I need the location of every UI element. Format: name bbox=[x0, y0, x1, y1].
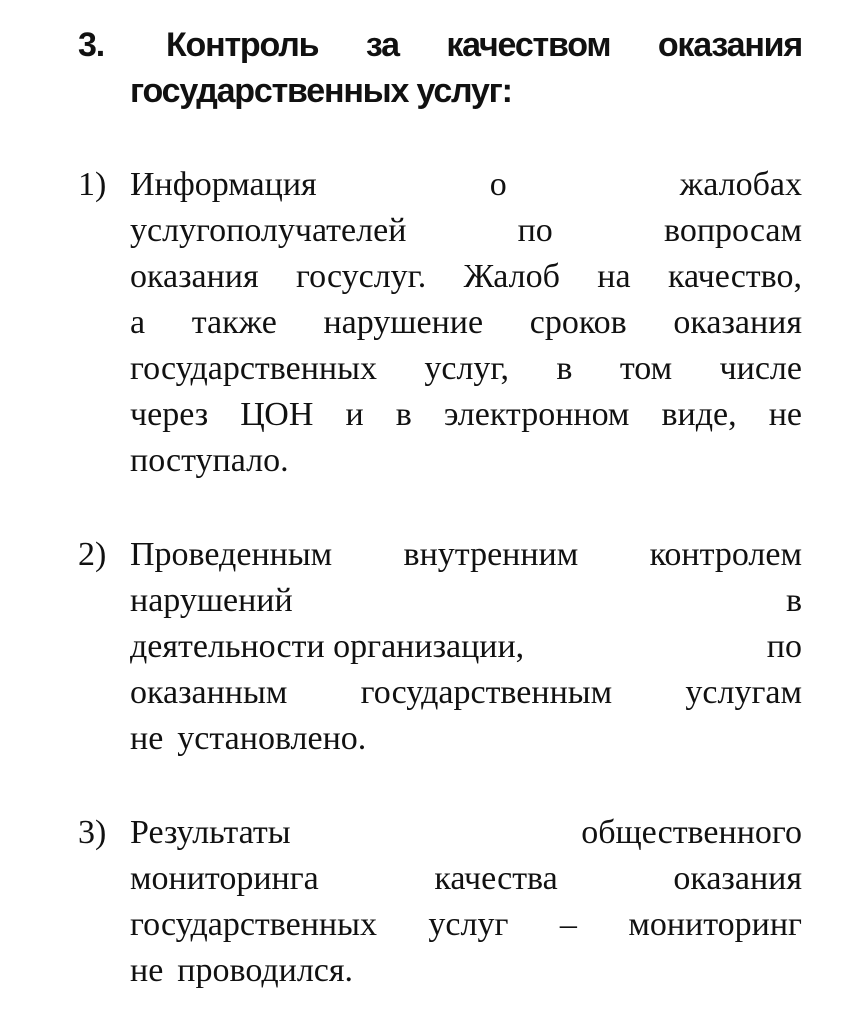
text-line bbox=[130, 902, 802, 948]
word: числе bbox=[719, 350, 802, 387]
word: Информация bbox=[130, 166, 317, 203]
word: о bbox=[489, 166, 507, 203]
word: электронном bbox=[443, 396, 630, 433]
word: нарушений bbox=[130, 582, 293, 619]
text-line bbox=[130, 716, 802, 762]
word: услуг, bbox=[424, 350, 510, 387]
text-line bbox=[130, 392, 802, 438]
word: оказания bbox=[130, 258, 259, 295]
word: сроков bbox=[529, 304, 627, 341]
word: виде, bbox=[661, 396, 737, 433]
text-line bbox=[130, 254, 802, 300]
text-line bbox=[130, 208, 802, 254]
text-line bbox=[130, 300, 802, 346]
text-line bbox=[130, 810, 802, 856]
heading-word: Контроль bbox=[166, 26, 319, 64]
word: жалобах bbox=[679, 166, 802, 203]
list-item-number: 1) bbox=[78, 166, 107, 203]
word: также bbox=[191, 304, 277, 341]
word: нарушение bbox=[323, 304, 484, 341]
text-line bbox=[130, 438, 802, 484]
heading-word: за bbox=[365, 26, 399, 64]
word: госуслуг. bbox=[296, 258, 427, 295]
word: оказания bbox=[673, 860, 802, 897]
word: вопросам bbox=[664, 212, 802, 249]
word: в bbox=[556, 350, 573, 387]
text-line bbox=[130, 162, 802, 208]
list-item-text bbox=[130, 162, 802, 484]
heading-title-line2: государственных услуг: bbox=[130, 72, 512, 110]
text-line bbox=[130, 532, 802, 578]
word: оказанным bbox=[130, 674, 288, 711]
word: услугополучателей bbox=[130, 212, 407, 249]
word: через bbox=[130, 396, 209, 433]
text-line bbox=[130, 948, 802, 994]
text-line bbox=[130, 670, 802, 716]
word: внутренним bbox=[403, 536, 579, 573]
word: услуг bbox=[428, 906, 509, 943]
word: Жалоб bbox=[463, 258, 560, 295]
word: а bbox=[130, 304, 146, 341]
text-line bbox=[130, 624, 802, 670]
word: Проведенным bbox=[130, 536, 333, 573]
word: в bbox=[785, 582, 802, 619]
text-line bbox=[130, 856, 802, 902]
word: мониторинга bbox=[130, 860, 319, 897]
heading-word: оказания bbox=[657, 26, 802, 64]
word: по bbox=[517, 212, 553, 249]
section-number: 3. bbox=[78, 26, 104, 64]
heading-line bbox=[78, 22, 802, 68]
word: не bbox=[768, 396, 802, 433]
list-item-text bbox=[130, 532, 802, 762]
word: установлено. bbox=[177, 720, 367, 757]
word: проводился. bbox=[177, 952, 354, 989]
word: оказания bbox=[673, 304, 802, 341]
word: мониторинг bbox=[628, 906, 802, 943]
word: – bbox=[559, 906, 577, 943]
word: государственным bbox=[360, 674, 613, 711]
list-item-number: 2) bbox=[78, 536, 107, 573]
word: не bbox=[130, 952, 164, 989]
heading-word: качеством bbox=[446, 26, 611, 64]
heading-title-line1 bbox=[166, 22, 802, 68]
word: общественного bbox=[581, 814, 802, 851]
word: не bbox=[130, 720, 164, 757]
word: на bbox=[597, 258, 631, 295]
section-heading bbox=[78, 22, 802, 114]
list-item-text bbox=[130, 810, 802, 994]
word: ЦОН bbox=[240, 396, 314, 433]
word: поступало. bbox=[130, 442, 289, 479]
word: государственных bbox=[130, 906, 377, 943]
word: услугам bbox=[685, 674, 802, 711]
word: государственных bbox=[130, 350, 377, 387]
text-line bbox=[130, 346, 802, 392]
word: том bbox=[619, 350, 673, 387]
word: и bbox=[345, 396, 364, 433]
word: контролем bbox=[649, 536, 802, 573]
text-line bbox=[130, 578, 802, 624]
word: качество, bbox=[667, 258, 802, 295]
word: в bbox=[395, 396, 412, 433]
word: деятельности организации, bbox=[130, 628, 525, 665]
list-item-number: 3) bbox=[78, 814, 107, 851]
word: Результаты bbox=[130, 814, 291, 851]
word: по bbox=[766, 628, 802, 665]
word: качества bbox=[434, 860, 558, 897]
